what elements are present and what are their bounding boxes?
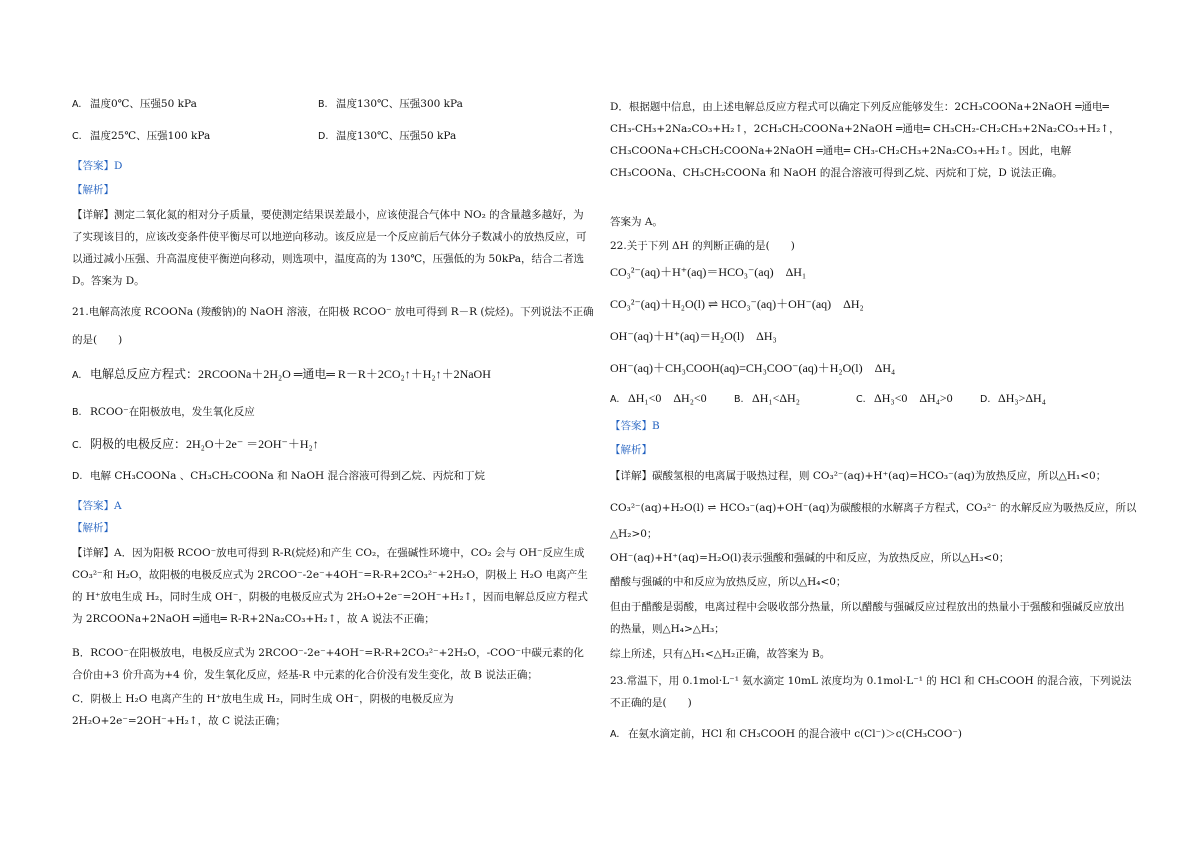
q22-detail-4: OH⁻(aq)+H⁺(aq)=H₂O(l)表示强酸和强碱的中和反应，为放热反应，所以△H₃<0； [610,552,1010,564]
q23-option-a [610,726,962,743]
q21-stem-line2: 的是( ) [72,334,123,346]
q21-option-b [72,404,255,421]
q20-option-d [318,128,456,145]
option-text: 温度130℃、压强300 kPa [336,98,463,110]
q22-detail-7: 综上所述，只有△H₁<△H₂正确，故答案为 B。 [610,648,831,660]
option-text: 温度130℃、压强50 kPa [336,130,457,142]
option-text: 电解总反应方程式：2RCOONa＋2H₂O ═通电═ R－R＋2CO₂↑＋H₂↑＋2NaOH [90,367,491,381]
q22-option-d [980,390,1046,408]
option-label: D. [318,131,329,142]
q20-option-b [318,96,463,113]
option-label: B. [734,394,744,405]
q21-final-answer: 答案为 A。 [610,216,663,228]
q20-analysis-heading: 【解析】 [72,184,114,196]
option-label: A. [72,99,82,110]
q22-analysis-heading: 【解析】 [610,444,652,456]
option-label: C. [72,131,82,142]
q21-detail-a: 【详解】A．因为阳极 RCOO⁻放电可得到 R-R(烷烃)和产生 CO₂，在强碱性环境中，CO₂ 会与 OH⁻反应生成 CO₃²⁻和 H₂O，故阳极的电极反应式为 2RCOO⁻-2e⁻+4OH⁻=R-R+2CO₃²⁻+2H₂O，阴极上 H₂O 电离产生的 H⁺放电生成 H₂，同时生成 OH⁻，阴极的电极反应式为 2H₂O+2e⁻=2OH⁻+H₂↑，因而电解总反应方程式为 2RCOONa+2NaOH ═通电═ R-R+2Na₂CO₃+H₂↑，故 A 说法不正确； [72,547,588,625]
q21-analysis-heading: 【解析】 [72,522,114,534]
q21-stem-line1: 21.电解高浓度 RCOONa (羧酸钠)的 NaOH 溶液，在阳极 RCOO⁻ 放电可得到 R－R (烷烃)。下列说法不正确 [72,306,594,318]
q22-option-b [734,390,800,408]
option-label: B. [318,99,328,110]
q22-answer: 【答案】B [610,420,660,432]
option-label: A. [72,370,82,381]
q22-detail-2: CO₃²⁻(aq)+H₂O(l) ⇌ HCO₃⁻(aq)+OH⁻(aq)为碳酸根的水解离子方程式，CO₃²⁻ 的水解反应为吸热反应，所以 [610,502,1137,514]
option-label: C. [72,440,82,451]
q22-detail-5: 醋酸与强碱的中和反应为放热反应，所以△H₄<0； [610,576,847,588]
option-text: RCOO⁻在阳极放电，发生氧化反应 [90,406,255,418]
q21-option-d [72,468,485,485]
q21-option-a [72,366,491,384]
option-label: A. [610,394,620,405]
option-label: B. [72,407,82,418]
option-text: ΔH₁<0 ΔH₂<0 [628,391,707,405]
option-text: ΔH₁<ΔH₂ [752,391,800,405]
q22-option-c [856,390,953,408]
q20-answer: 【答案】D [72,160,123,172]
q20-detail: 【详解】测定二氧化氮的相对分子质量，要使测定结果误差最小，应该使混合气体中 NO₂ 的含量越多越好，为了实现该目的，应该改变条件使平衡尽可以地逆向移动。该反应是一个反应前后气体分子数减小的放热反应，可以通过减小压强、升高温度使平衡逆向移动，则选项中，温度高的为 130℃，压强低的为 50kPa，结合二者选 D。答案为 D。 [72,209,587,287]
option-text: 在氨水滴定前，HCl 和 CH₃COOH 的混合液中 c(Cl⁻)＞c(CH₃COO⁻) [628,728,962,740]
q22-detail-1: 【详解】碳酸氢根的电离属于吸热过程，则 CO₃²⁻(aq)+H⁺(aq)=HCO₃⁻(aq)为放热反应，所以△H₁<0； [610,470,1107,482]
q22-stem: 22.关于下列 ΔH 的判断正确的是( ) [610,240,795,252]
q21-detail-b: B．RCOO⁻在阳极放电，电极反应式为 2RCOO⁻-2e⁻+4OH⁻=R-R+2CO₃²⁻+2H₂O，-COO⁻中碳元素的化合价由+3 价升高为+4 价，发生氧化反应，烃基-R 中元素的化合价没有发生变化，故 B 说法正确； [72,647,584,681]
q22-equation-1: CO₃²⁻(aq)＋H⁺(aq)＝HCO₃⁻(aq) ΔH₁ [610,265,807,279]
q22-equation-2: CO₃²⁻(aq)＋H₂O(l) ⇌ HCO₃⁻(aq)＋OH⁻(aq) ΔH₂ [610,297,864,311]
q21-detail-d: D．根据题中信息，由上述电解总反应方程式可以确定下列反应能够发生：2CH₃COONa+2NaOH ═通电═ CH₃-CH₃+2Na₂CO₃+H₂↑，2CH₃CH₂COONa+2NaOH ═通电═ CH₃CH₂-CH₂CH₃+2Na₂CO₃+H₂↑，CH₃COONa+CH₃CH₂COONa+2NaOH ═通电═ CH₃-CH₂CH₃+2Na₂CO₃+H₂↑。因此，电解 CH₃COONa、CH₃CH₂COONa 和 NaOH 的混合溶液可得到乙烷、丙烷和丁烷，D 说法正确。 [610,101,1120,179]
q20-option-a [72,96,197,113]
option-text: 阴极的电极反应：2H₂O＋2e⁻ ＝2OH⁻＋H₂↑ [90,437,319,451]
option-text: ΔH₃>ΔH₄ [998,391,1046,405]
option-label: D. [72,471,83,482]
option-label: C. [856,394,866,405]
q21-answer: 【答案】A [72,500,122,512]
q22-equation-4: OH⁻(aq)＋CH₃COOH(aq)=CH₃COO⁻(aq)＋H₂O(l) ΔH₄ [610,361,896,375]
q21-detail-c: C．阴极上 H₂O 电离产生的 H⁺放电生成 H₂，同时生成 OH⁻，阴极的电极反应为 2H₂O+2e⁻=2OH⁻+H₂↑，故 C 说法正确； [72,693,454,727]
q20-option-c [72,128,210,145]
q21-option-c [72,436,319,454]
option-label: A. [610,729,620,740]
option-label: D. [980,394,991,405]
q23-stem: 23.常温下，用 0.1mol·L⁻¹ 氨水滴定 10mL 浓度均为 0.1mol·L⁻¹ 的 HCl 和 CH₃COOH 的混合液，下列说法不正确的是( ) [610,675,1132,709]
q22-equation-3: OH⁻(aq)＋H⁺(aq)＝H₂O(l) ΔH₃ [610,329,777,343]
q22-option-a [610,390,707,408]
option-text: 温度0℃、压强50 kPa [90,98,197,110]
option-text: 电解 CH₃COONa 、CH₃CH₂COONa 和 NaOH 混合溶液可得到乙烷、丙烷和丁烷 [90,470,485,482]
q22-detail-6: 但由于醋酸是弱酸，电离过程中会吸收部分热量，所以醋酸与强碱反应过程放出的热量小于强酸和强碱反应放出的热量，则△H₄>△H₃； [610,601,1125,635]
option-text: 温度25℃、压强100 kPa [90,130,211,142]
option-text: ΔH₃<0 ΔH₄>0 [874,391,953,405]
q22-detail-3: △H₂>0； [610,528,658,540]
